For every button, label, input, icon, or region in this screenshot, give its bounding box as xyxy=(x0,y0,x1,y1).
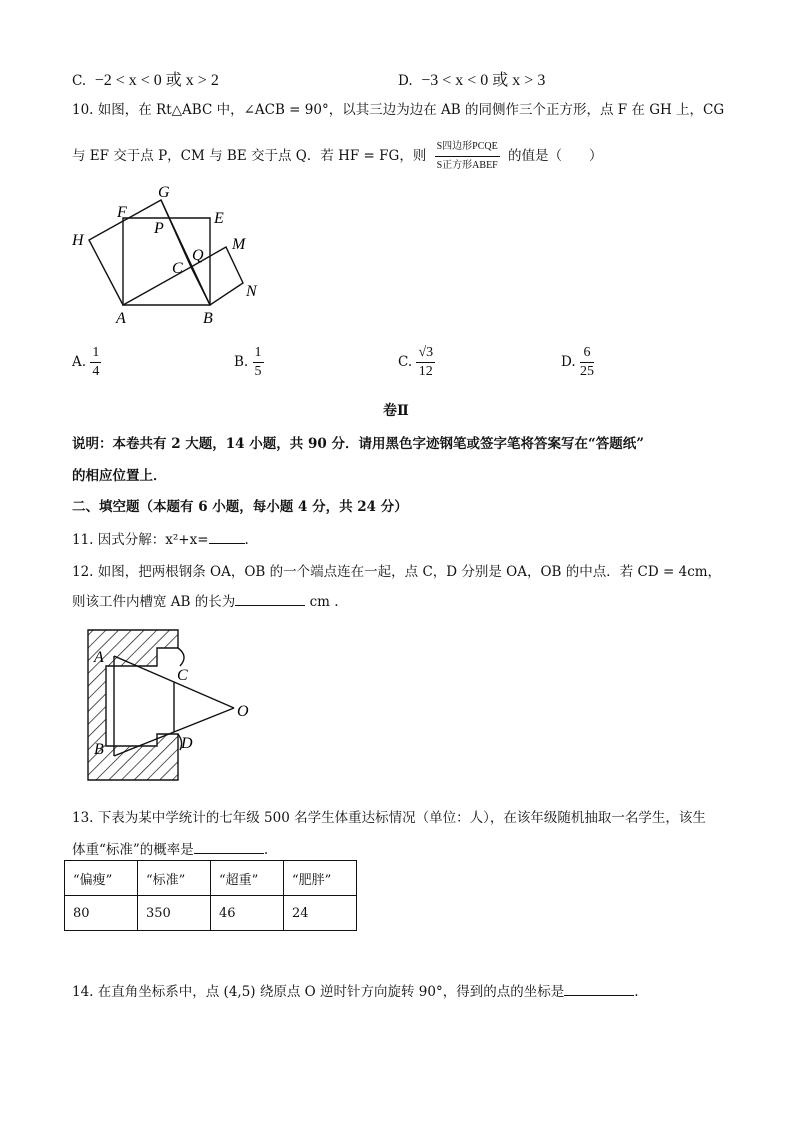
q10-option-c xyxy=(398,344,435,381)
q10-option-a-fraction xyxy=(90,344,101,381)
q10-option-a xyxy=(72,344,101,381)
q10-line2-text: 与 EF 交于点 P，CM 与 BE 交于点 Q．若 HF = FG，则 xyxy=(72,148,427,164)
label-d: D xyxy=(181,735,193,752)
table-header-row xyxy=(65,861,357,896)
q10-option-b-label: B. xyxy=(234,354,249,370)
section-title: 卷Ⅱ xyxy=(383,403,409,419)
section-note-line2: 的相应位置上． xyxy=(72,468,167,484)
q10-line2 xyxy=(72,138,603,175)
q10-area-ratio xyxy=(435,138,500,175)
q14-text: 14. 在直角坐标系中，点 (4,5) 绕原点 O 逆时针方向旋转 90°，得到的点的坐标是 xyxy=(72,984,565,1000)
q10-option-c-den: 12 xyxy=(418,364,433,379)
weight-table xyxy=(64,860,357,931)
q12-line2-text: 则该工件内槽宽 AB 的长为 xyxy=(72,594,236,610)
label-q: Q xyxy=(192,247,204,264)
q11 xyxy=(72,528,249,548)
q10-figure xyxy=(66,185,276,335)
q13-line1: 13. 下表为某中学统计的七年级 500 名学生体重达标情况（单位：人），在该年级随机抽取一名学生，该生 xyxy=(72,810,706,826)
table-row xyxy=(65,896,357,931)
q9-option-c xyxy=(72,67,219,90)
q10-option-b xyxy=(234,344,264,381)
q14 xyxy=(72,980,639,1000)
q12-unit: cm . xyxy=(309,594,339,610)
q10-option-a-den: 4 xyxy=(92,364,100,379)
label-e: E xyxy=(214,210,224,227)
q10-option-d-fraction xyxy=(580,344,594,381)
q11-text: 11. 因式分解：x²+x= xyxy=(72,532,209,548)
q10-option-d xyxy=(561,344,594,381)
label-m: M xyxy=(232,236,246,253)
q9-option-d-text: −3 < x < 0 或 x > 3 xyxy=(421,72,546,89)
q9-option-c-label: C. xyxy=(72,73,87,89)
table-cell: 350 xyxy=(138,896,211,931)
label-h: H xyxy=(72,232,84,249)
q13-end: . xyxy=(263,842,269,858)
q12-line1: 12. 如图，把两根钢条 OA，OB 的一个端点连在一起，点 C，D 分别是 OA，OB 的中点．若 CD = 4cm， xyxy=(72,564,722,580)
table-header-cell: “肥胖” xyxy=(284,861,357,896)
label-g: G xyxy=(158,185,170,201)
q11-end: . xyxy=(244,532,249,548)
q12-line2 xyxy=(72,590,339,610)
q10-option-b-fraction xyxy=(253,344,264,381)
label-b: B xyxy=(94,741,104,758)
table-header-cell: “偏瘦” xyxy=(65,861,138,896)
label-c: C xyxy=(172,260,183,277)
label-f: F xyxy=(117,204,127,221)
q11-answer-blank xyxy=(209,529,245,544)
q9-option-d-label: D. xyxy=(398,73,413,89)
label-n: N xyxy=(246,283,257,300)
q10-option-c-label: C. xyxy=(398,354,413,370)
q9-option-c-text: −2 < x < 0 或 x > 2 xyxy=(94,72,219,89)
q10-option-d-den: 25 xyxy=(579,364,594,379)
q13-line2 xyxy=(72,838,268,858)
q10-option-d-label: D. xyxy=(561,354,576,370)
q12-figure xyxy=(84,626,264,786)
table-header-cell: “标准” xyxy=(138,861,211,896)
q14-answer-blank xyxy=(564,981,634,996)
label-c: C xyxy=(177,667,188,684)
label-a: A xyxy=(116,310,126,327)
label-o: O xyxy=(237,703,249,720)
label-p: P xyxy=(154,220,164,237)
q14-end: . xyxy=(634,984,639,1000)
label-b: B xyxy=(203,310,213,327)
q10-option-c-num: √3 xyxy=(416,344,435,363)
table-cell: 80 xyxy=(65,896,138,931)
square-on-ac xyxy=(89,200,191,305)
q10-option-a-label: A. xyxy=(72,354,87,370)
q10-option-b-num: 1 xyxy=(253,344,264,363)
q10-line1: 10. 如图，在 Rt△ABC 中，∠ACB = 90°，以其三边为边在 AB 的同侧作三个正方形，点 F 在 GH 上，CG xyxy=(72,102,725,118)
label-a: A xyxy=(94,649,104,666)
q12-answer-blank xyxy=(235,591,305,606)
table-cell: 46 xyxy=(211,896,284,931)
q10-option-a-num: 1 xyxy=(90,344,101,363)
q13-line2-text: 体重“标准”的概率是 xyxy=(72,842,194,858)
q10-option-b-den: 5 xyxy=(254,364,262,379)
q10-ratio-denominator: S正方形ABEF xyxy=(436,160,498,171)
q10-ratio-numerator: S四边形PCQE xyxy=(435,138,500,157)
q10-line2-end: 的值是（ ） xyxy=(508,148,603,164)
q10-option-c-fraction xyxy=(416,344,435,381)
groove-upper xyxy=(178,648,184,666)
q13-answer-blank xyxy=(194,839,264,854)
table-cell: 24 xyxy=(284,896,357,931)
section-note-line1: 说明：本卷共有 2 大题，14 小题，共 90 分．请用黑色字迹钢笔或签字笔将答案写在“答题纸” xyxy=(72,436,644,452)
q10-option-d-num: 6 xyxy=(580,344,594,363)
q9-option-d xyxy=(398,67,545,90)
section-heading: 二、填空题（本题有 6 小题，每小题 4 分，共 24 分） xyxy=(72,499,408,515)
table-header-cell: “超重” xyxy=(211,861,284,896)
